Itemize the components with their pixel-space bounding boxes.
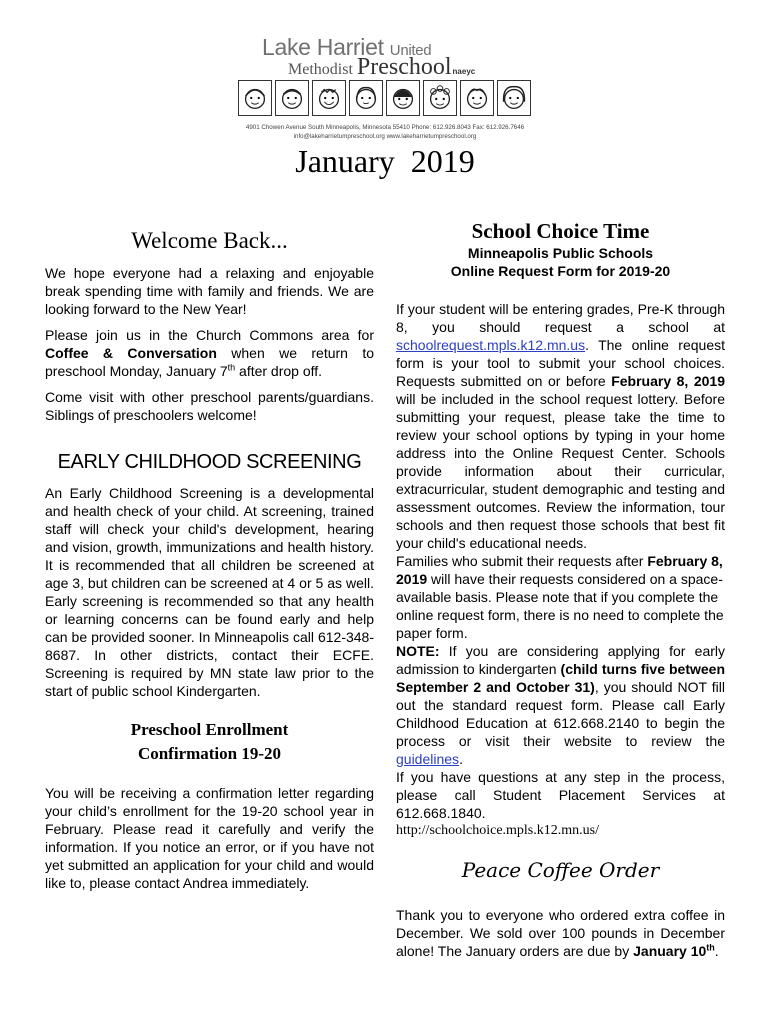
child-face-icon bbox=[275, 80, 309, 116]
school-choice-url: http://schoolchoice.mpls.k12.mn.us/ bbox=[396, 823, 599, 838]
child-face-icon bbox=[238, 80, 272, 116]
screening-paragraph: An Early Childhood Screening is a developmental and health check of your child. At screening, trained staff will check your child's development, hearing and vision, growth, immunizations and health history. It is recommended that all children be screened at age 3, but children can be screened at 4 or 5 as well. Early screening is recommended so that any health or learning concerns can be found early and help can be provided sooner. In Minneapolis call 612-348-8687. In other districts, contact their ECFE. Screening is required by MN state law prior to the start of public school Kindergarten. bbox=[45, 485, 374, 699]
enrollment-paragraph: You will be receiving a confirmation letter regarding your child’s enrollment for the 19-20 school year in February. Please read it carefully and verify the information. If you notice an error, or if you have not yet submitted an application for your child and would like to, please contact Andrea immediately. bbox=[45, 785, 374, 891]
title-year: 2019 bbox=[410, 143, 475, 179]
school-choice-paragraph-1: If your student will be entering grades, Pre-K through 8, you should request a school at schoolrequest.mpls.k12.mn.us. The online request form is your tool to submit your school choices. Requests submitted on or before February 8, 2019 will be included in the school request lottery. Before submitting your request, please take the time to review your school options by typing in your home address into the Online Request Center. Schools provide information about their curricular, extracurricular, student demographic and testing and assessment outcomes. Review the information, tour schools and then request those schools that best fit your child's educational needs. bbox=[396, 301, 725, 551]
child-face-icon bbox=[423, 80, 457, 116]
enrollment-heading-line2: Confirmation 19-20 bbox=[137, 744, 282, 763]
email-web-line: info@lakeharrietumpreschool.org www.lakeharrietumpreschool.org bbox=[293, 133, 477, 140]
school-choice-heading: School Choice Time bbox=[471, 219, 650, 243]
school-choice-note-paragraph: NOTE: If you are considering applying for early admission to kindergarten (child turns five between September 2 and October 31), you should NOT fill out the standard request form. Please call Early Childhood Education at 612.668.2140 to begin the process or visit their website to review the guidelines. bbox=[396, 643, 725, 767]
page-title bbox=[0, 143, 770, 180]
school-choice-paragraph-2: Families who submit their requests after February 8, 2019 will have their requests considered on a space-available basis. Please note that if you complete the online request form, there is no need to complete the paper form. bbox=[396, 553, 724, 641]
school-choice-subheading-1: Minneapolis Public Schools bbox=[467, 245, 654, 261]
title-month: January bbox=[295, 143, 395, 179]
school-choice-subheading-2: Online Request Form for 2019-20 bbox=[450, 263, 671, 279]
peace-coffee-heading: Peace Coffee Order bbox=[461, 858, 660, 882]
welcome-paragraph: We hope everyone had a relaxing and enjoyable break spending time with family and friends. We are looking forward to the New Year! bbox=[45, 265, 374, 317]
child-face-icon bbox=[312, 80, 346, 116]
enrollment-heading-line1: Preschool Enrollment bbox=[130, 720, 289, 739]
right-column bbox=[396, 218, 725, 960]
address-line: 4901 Chowen Avenue South Minneapolis, Minnesota 55410 Phone: 612.926.8043 Fax: 612.926.7646 bbox=[245, 124, 525, 131]
child-face-icon bbox=[497, 80, 531, 116]
coffee-conversation-paragraph: Please join us in the Church Commons area for Coffee & Conversation when we return to preschool Monday, January 7th after drop off. bbox=[45, 327, 374, 379]
children-faces bbox=[238, 80, 534, 116]
visit-paragraph: Come visit with other preschool parents/guardians. Siblings of preschoolers welcome! bbox=[45, 389, 374, 423]
child-face-icon bbox=[349, 80, 383, 116]
screening-heading: EARLY CHILDHOOD SCREENING bbox=[57, 451, 362, 473]
logo-name-text: Lake Harriet bbox=[262, 34, 384, 60]
school-choice-questions-paragraph: If you have questions at any step in the process, please call Student Placement Services at 612.668.1840. bbox=[396, 769, 725, 821]
peace-coffee-paragraph: Thank you to everyone who ordered extra coffee in December. We sold over 100 pounds in December alone! The January orders are due by January 10th. bbox=[396, 907, 725, 959]
logo-badge: naeyc bbox=[452, 67, 476, 76]
logo-methodist: Methodist bbox=[288, 61, 353, 78]
preschool-logo bbox=[230, 30, 540, 148]
guidelines-link[interactable]: guidelines bbox=[396, 751, 460, 767]
welcome-heading: Welcome Back... bbox=[131, 228, 288, 253]
child-face-icon bbox=[386, 80, 420, 116]
contact-info bbox=[230, 123, 540, 141]
left-column bbox=[45, 228, 374, 892]
logo-preschool: Preschool bbox=[356, 54, 452, 80]
logo-subname bbox=[288, 54, 475, 81]
school-request-link[interactable]: schoolrequest.mpls.k12.mn.us bbox=[396, 337, 586, 353]
logo-name-sub: United bbox=[389, 42, 432, 59]
child-face-icon bbox=[460, 80, 494, 116]
